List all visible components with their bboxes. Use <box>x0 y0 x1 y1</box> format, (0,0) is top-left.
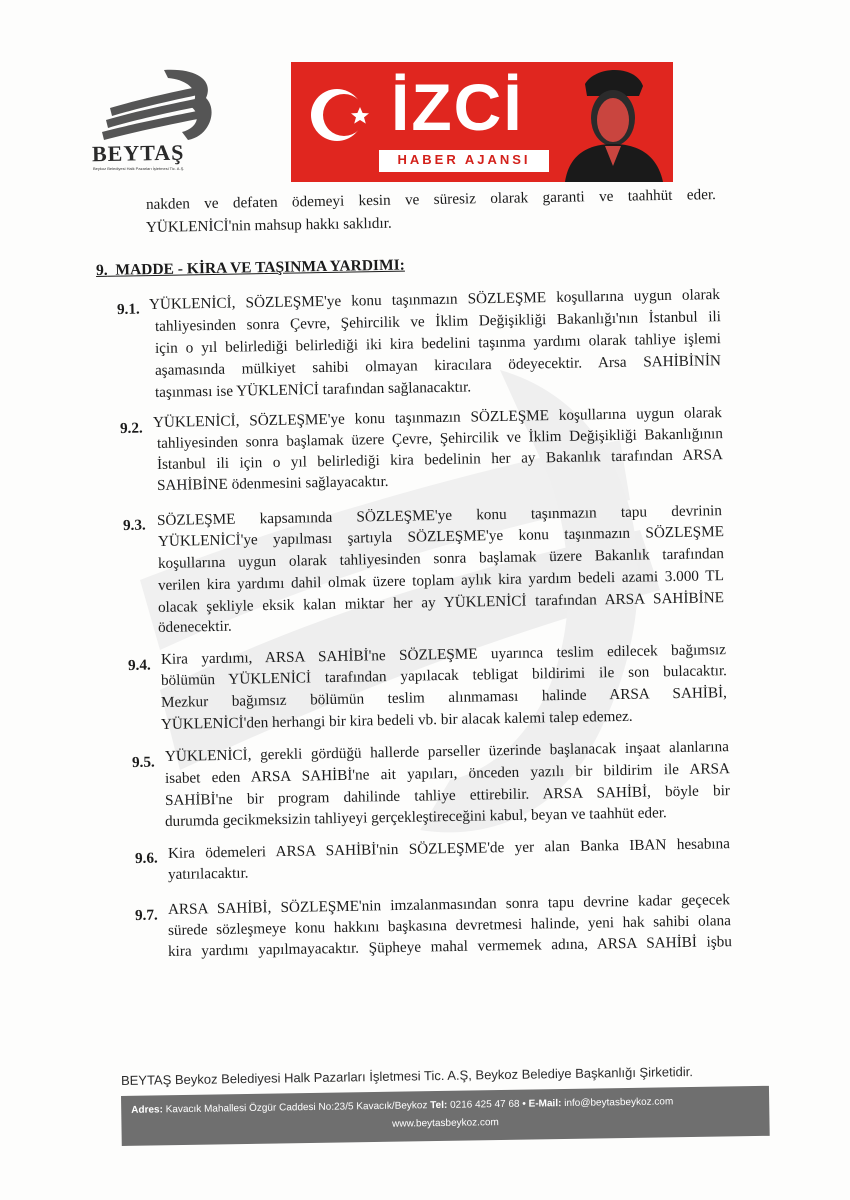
clause-line: YÜKLENİCİ'den herhangi bir kira bedeli vb. bir alacak kalemi talep edemez. <box>160 707 633 733</box>
clause-line: sürede sözleşmeye konu hakkını başkasına devretmesi halinde, yeni hak sahibi olana <box>167 912 732 939</box>
email-label: • E-Mail: <box>522 1098 562 1110</box>
clause-line: Kira ödemeleri ARSA SAHİBİ'nin SÖZLEŞME'de yer alan Banka IBAN hesabına <box>167 835 731 862</box>
clause-line: ARSA SAHİBİ, SÖZLEŞME'nin imzalanmasından sonra tapu devrine kadar geçecek <box>167 891 731 918</box>
clause-line: YÜKLENİCİ'ye yapılması şartıyla SÖZLEŞME'ye konu taşınmazın SÖZLEŞME <box>157 523 725 550</box>
clause-line: için o yıl belirlediği belirlediği iki kira bedelini taşınma yardımı olarak tahliye işlemi <box>154 330 722 357</box>
beytas-name: BEYTAŞ <box>91 139 185 167</box>
clause-line: tahliyesinden sonra Çevre, Şehircilik ve İklim Değişikliği Bakanlığı'nın İstanbul ili <box>154 308 722 335</box>
website-link[interactable]: www.beytasbeykoz.com <box>392 1117 499 1130</box>
footer-company: BEYTAŞ Beykoz Belediyesi Halk Pazarları İşletmesi Tic. A.Ş, Beykoz Belediye Başkanlığı Şirketidir. <box>120 1064 694 1088</box>
clause-line: verilen kira yardımı dahil olmak üzere toplam aylık kira yardım bedeli azami 3.000 TL <box>157 567 725 594</box>
clause-line: SÖZLEŞME kapsamında SÖZLEŞME'ye konu taşınmazın tapu devrinin <box>156 502 723 529</box>
clause-line: SAHİBİ'ne bir program dahilinde tahliye ettirebilir. ARSA SAHİBİ, böyle bir <box>164 782 731 809</box>
clause-line: kira yardımı yapılmayacaktır. Şüpheye mahal vermemek adına, ARSA SAHİBİ işbu <box>167 933 733 960</box>
clause-line: bölümün YÜKLENİCİ tarafından yapılacak tebligat bildirimi ile son bulacaktır. <box>160 662 728 689</box>
address-text: Kavacık Mahallesi Özgür Caddesi No:23/5 Kavacık/Beykoz <box>165 1100 428 1116</box>
phone-text: 0216 425 47 68 <box>449 1098 520 1111</box>
clause-number: 9.6. <box>134 849 158 867</box>
footer-address-line <box>131 1095 761 1116</box>
clause-line: YÜKLENİCİ, SÖZLEŞME'ye konu taşınmazın SÖZLEŞME koşullarına uygun olarak <box>148 286 721 313</box>
intro-line-1: nakden ve defaten ödemeyi kesin ve süresiz olarak garanti ve taahhüt eder. <box>145 186 717 213</box>
clause-line: İstanbul ili için o yıl belirlediği kira bedelinin her ay Bakanlık tarafından ARSA <box>156 446 724 473</box>
clause-line: durumda gecikmeksizin tahliyeyi gerçekleştireceğini kabul, beyan ve taahhüt eder. <box>164 804 667 830</box>
izci-title: İZCİ <box>391 70 524 144</box>
footer-bar <box>121 1086 770 1146</box>
phone-label: Tel: <box>430 1099 448 1112</box>
clause-line: YÜKLENİCİ, SÖZLEŞME'ye konu taşınmazın SÖZLEŞME koşullarına uygun olarak <box>152 404 723 431</box>
clause-line: ödenecektir. <box>157 617 232 636</box>
clause-line: SAHİBİNE ödenmesini sağlayacaktır. <box>156 472 389 494</box>
clause-line: koşullarına uygun olarak tahliyesinden sonra başlamak üzere Bakanlık tarafından <box>157 545 725 572</box>
clause-number: 9.7. <box>134 906 158 924</box>
clause-line: isabet eden ARSA SAHİBİ'ne ait yapıları, önceden yazılı bir bildirim ile ARSA <box>164 760 731 787</box>
clause-number: 9.2. <box>119 419 143 437</box>
clause-line: Kira yardımı, ARSA SAHİBİ'ne SÖZLEŞME uyarınca teslim edilecek bağımsız <box>160 641 727 668</box>
clause-line: taşınması ise YÜKLENİCİ tarafından sağlanacaktır. <box>154 378 472 401</box>
clause-number: 9.3. <box>122 516 146 534</box>
email-link[interactable]: info@beytasbeykoz.com <box>564 1096 674 1110</box>
clause-line: yatırılacaktır. <box>167 864 249 883</box>
beytas-subtitle: Beykoz Belediyesi Halk Pazarları İşletmesi Tic. A.Ş. <box>93 166 185 171</box>
clause-number: 9.1. <box>116 300 140 318</box>
clause-line: olacak şekliyle eksik kalan miktar her ay YÜKLENİCİ tarafından ARSA SAHİBİNE <box>157 589 725 616</box>
clause-line: tahliyesinden sonra başlamak üzere Çevre, Şehircilik ve İklim Değişikliği Bakanlığının <box>156 425 724 452</box>
section-number: 9. <box>95 261 108 279</box>
address-label: Adres: <box>131 1104 163 1116</box>
clause-number: 9.5. <box>131 753 155 771</box>
izci-subtitle: HABER AJANSI <box>397 152 531 167</box>
section-title: MADDE - KİRA VE TAŞINMA YARDIMI: <box>115 256 405 279</box>
clause-line: aşamasında mülkiyet sahibi olmayan kiracılara ödeyecektir. Arsa SAHİBİNİN <box>154 352 722 379</box>
clause-line: YÜKLENİCİ, gerekli gördüğü hallerde parseller üzerinde başlanacak inşaat alanlarına <box>164 738 730 765</box>
section-heading <box>96 257 405 280</box>
clause-number: 9.4. <box>127 656 151 674</box>
intro-line-2: YÜKLENİCİ'nin mahsup hakkı saklıdır. <box>145 214 392 236</box>
clause-line: Mezkur bağımsız bölümün teslim alınmaması halinde ARSA SAHİBİ, <box>160 684 728 711</box>
